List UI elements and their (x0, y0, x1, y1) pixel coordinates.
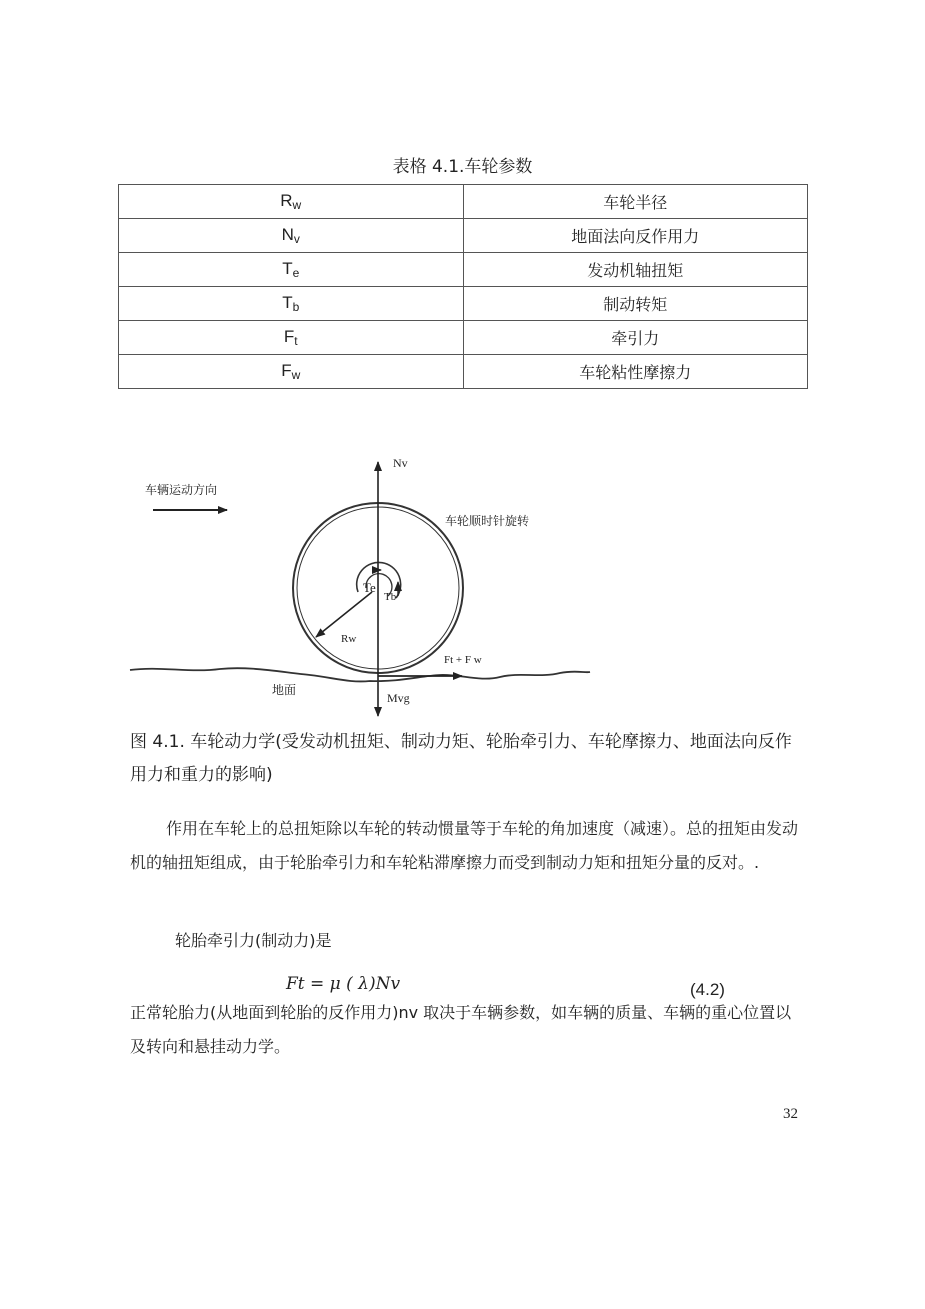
nv-label: Nv (393, 456, 408, 470)
direction-label: 车辆运动方向 (145, 483, 218, 497)
paragraph-torque: 作用在车轮上的总扭矩除以车轮的转动惯量等于车轮的角加速度（减速）。总的扭矩由发动机的轴扭矩组成，由于轮胎牵引力和车轮粘滞摩擦力而受到制动力矩和扭矩分量的反对。. (130, 819, 799, 872)
figure-caption: 图 4.1. 车轮动力学(受发动机扭矩、制动力矩、轮胎牵引力、车轮摩擦力、地面法向反作用力和重力的影响) (130, 732, 792, 785)
symbol-cell: $N_v$ (119, 219, 464, 253)
ground-label: 地面 (272, 683, 297, 697)
table-row (119, 287, 808, 321)
ft-fw-label: Ft + F w (444, 654, 482, 666)
table-row (119, 321, 808, 355)
paragraph-normal-force: 正常轮胎力(从地面到轮胎的反作用力)nv 取决于车辆参数，如车辆的质量、车辆的重心位置以及转向和悬挂动力学。 (130, 1003, 792, 1056)
equation-number: (4.2) (690, 980, 725, 999)
wheel-dynamics-diagram (0, 440, 925, 725)
traction-formula: Ft = μ ( λ)Nv (286, 974, 401, 994)
symbol-cell: $T_b$ (119, 287, 464, 321)
rotation-label: 车轮顺时针旋转 (445, 514, 530, 528)
symbol-cell: $R_w$ (119, 185, 464, 219)
description-cell: 发动机轴扭矩 (463, 253, 808, 287)
page-number: 32 (783, 1106, 798, 1122)
radius-arrow (316, 592, 372, 637)
symbol-cell: $F_w$ (119, 355, 464, 389)
description-cell: 制动转矩 (463, 287, 808, 321)
description-cell: 牵引力 (463, 321, 808, 355)
table-row (119, 355, 808, 389)
description-cell: 地面法向反作用力 (463, 219, 808, 253)
table-row (119, 253, 808, 287)
te-label: Te (363, 580, 376, 595)
table-row (119, 185, 808, 219)
paragraph-traction-intro: 轮胎牵引力(制动力)是 (175, 931, 332, 950)
symbol-cell: $F_t$ (119, 321, 464, 355)
mvg-label: Mvg (387, 691, 410, 705)
table-caption: 表格 4.1.车轮参数 (392, 157, 533, 177)
parameter-table (118, 184, 808, 389)
rw-label: Rw (341, 633, 357, 645)
description-cell: 车轮粘性摩擦力 (463, 355, 808, 389)
description-cell: 车轮半径 (463, 185, 808, 219)
table-row (119, 219, 808, 253)
tb-label: Tb (384, 591, 397, 603)
symbol-cell: $T_e$ (119, 253, 464, 287)
